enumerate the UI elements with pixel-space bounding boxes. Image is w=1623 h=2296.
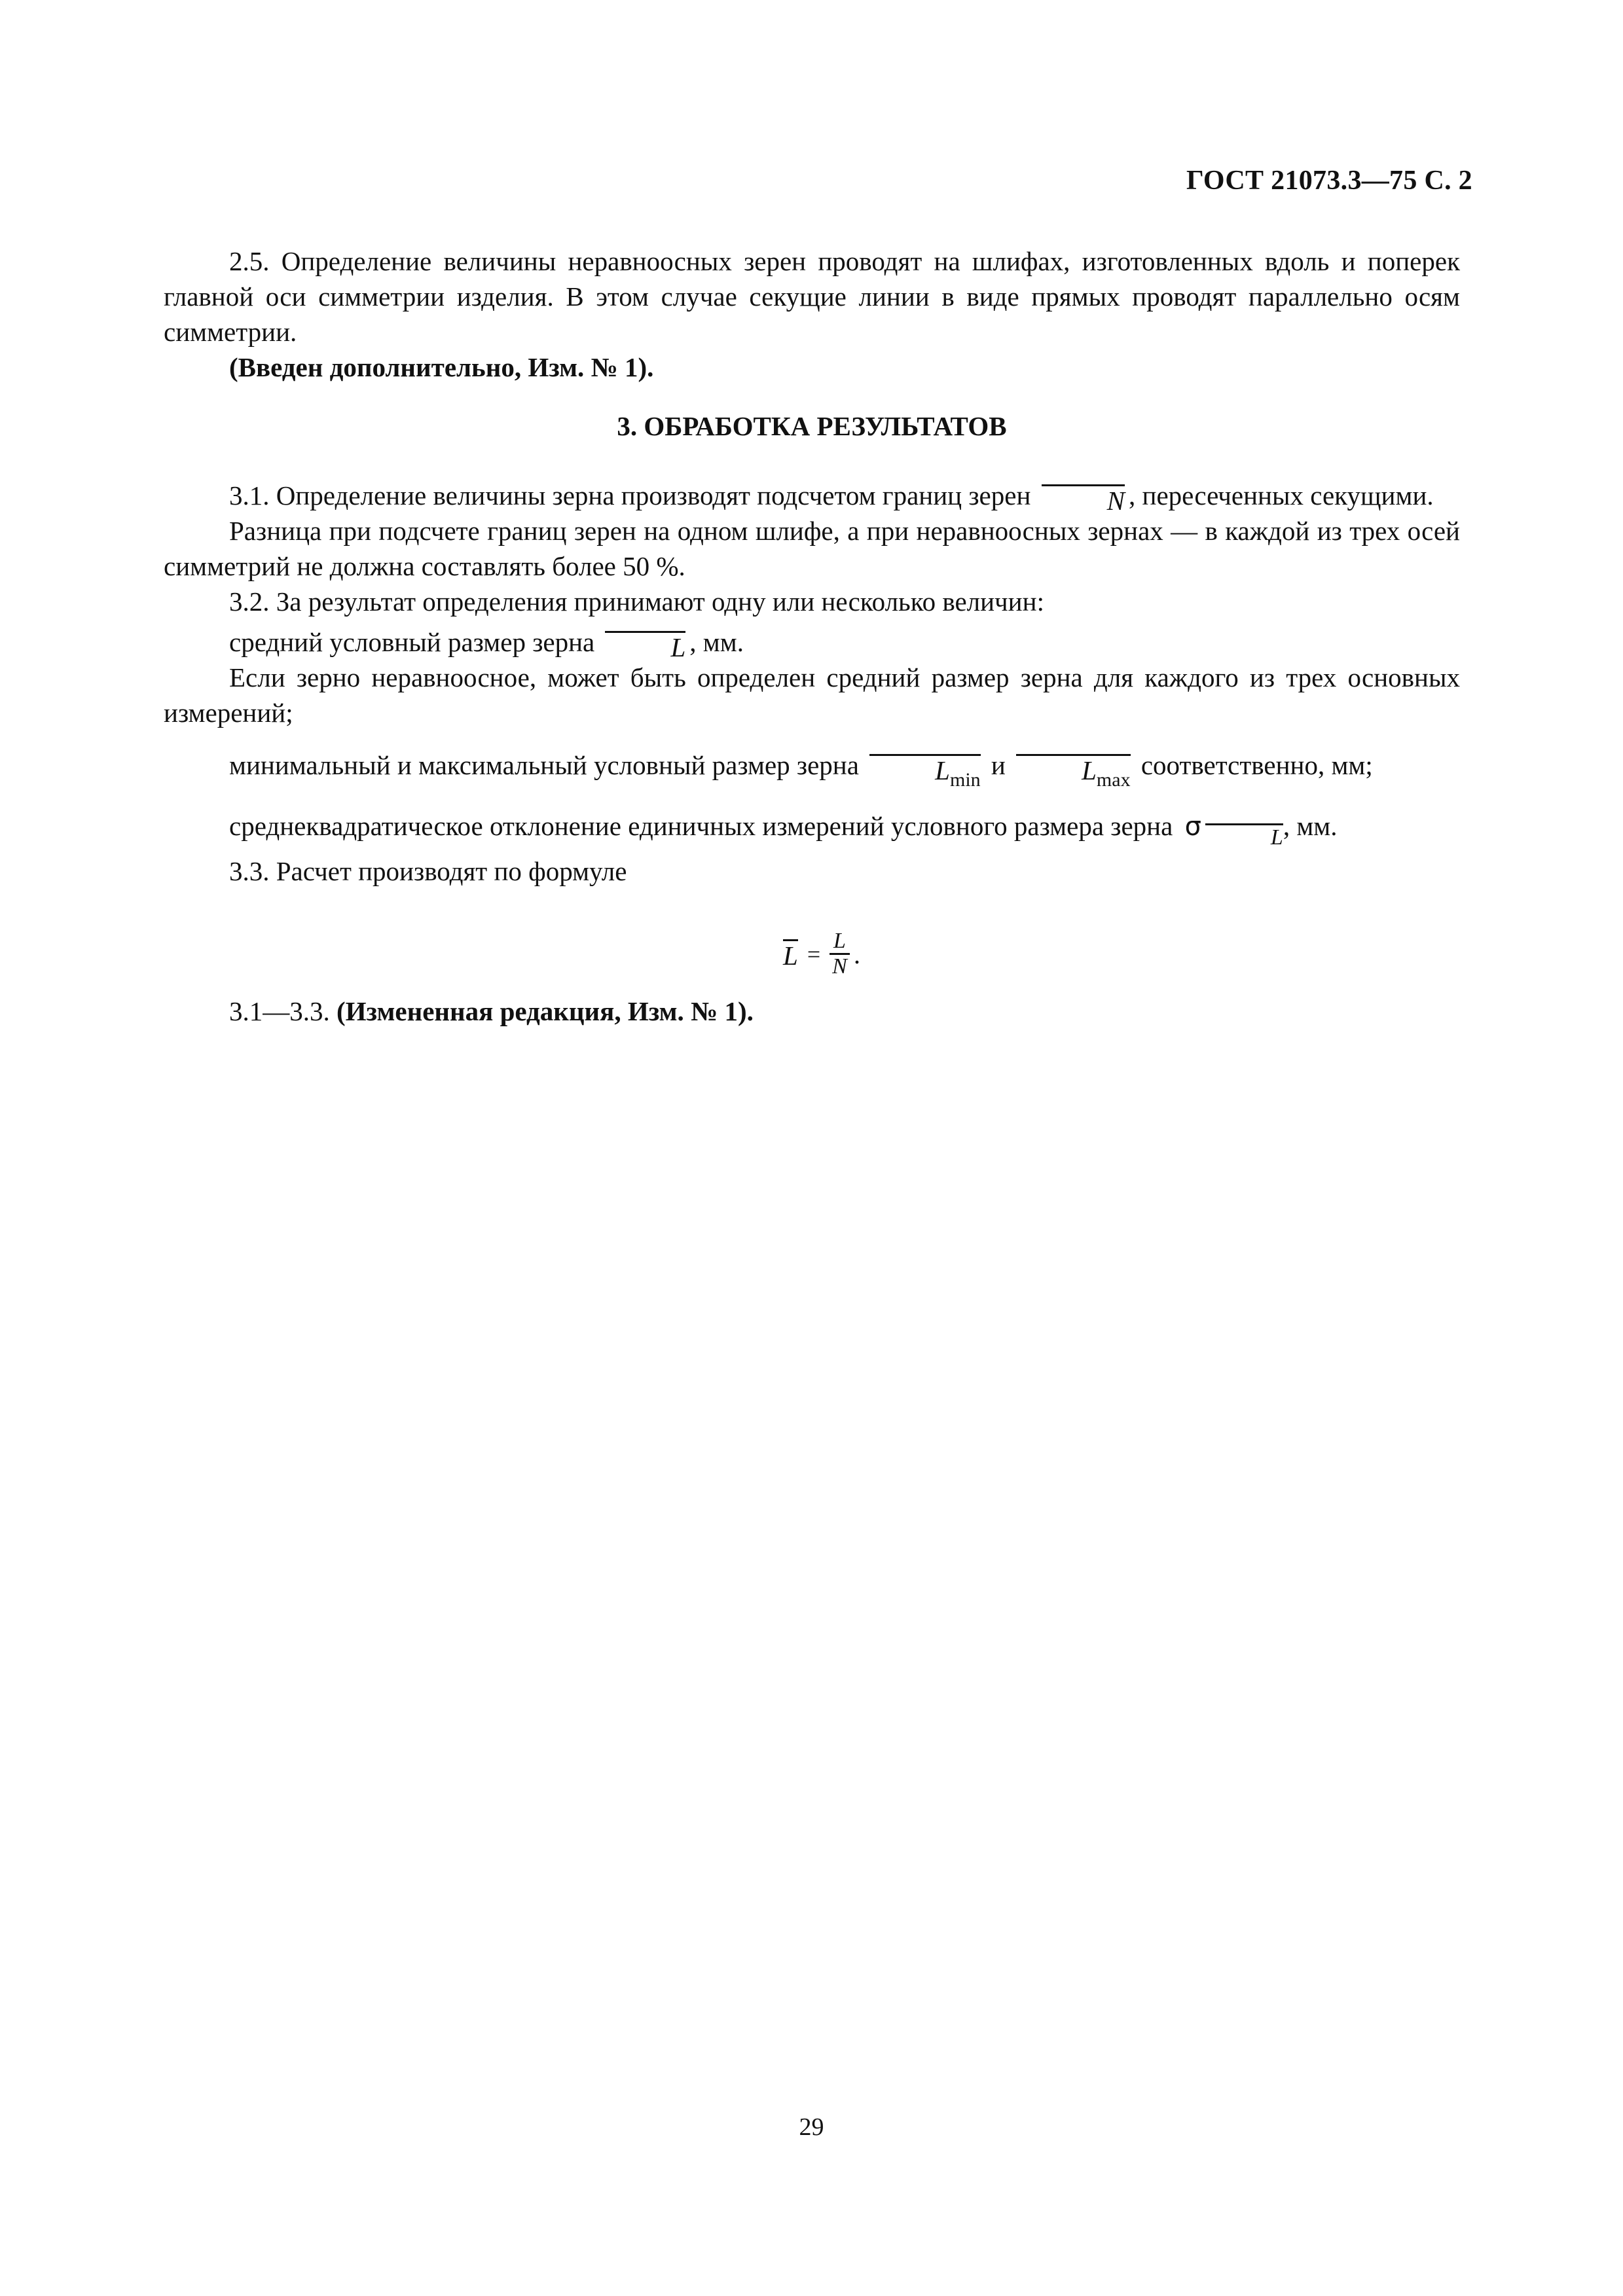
amendment-text: (Измененная редакция, Изм. № 1). <box>337 996 754 1026</box>
clause-2-5-text: 2.5. Определение величины неравноосных зерен проводят на шлифах, изготовленных вдоль и поперек главной оси симметрии изделия. В этом случае секущие линии в виде прямых проводят параллельно осям симметрии. <box>164 246 1460 347</box>
clause-3-1-text-after: , пересеченных секущими. <box>1129 480 1434 511</box>
formula-lhs: L <box>783 940 798 971</box>
symbol-l-max <box>1016 754 1130 790</box>
section-title: 3. ОБРАБОТКА РЕЗУЛЬТАТОВ <box>617 411 1007 441</box>
formula-fraction <box>830 929 850 978</box>
formula-numerator: L <box>833 929 846 953</box>
minmax-line <box>164 747 1460 791</box>
formula-end: . <box>853 939 861 969</box>
page-number: 29 <box>799 2113 824 2141</box>
symbol-l-bar: L <box>605 631 685 661</box>
minmax-and: и <box>991 750 1006 780</box>
clause-3-1 <box>164 478 1460 516</box>
sigma-subscript: L <box>1205 823 1283 849</box>
difference-paragraph: Разница при подсчете границ зерен на одном шлифе, а при неравноосных зернах — в каждой из трех осей симметрий не должна составлять более 50 %. <box>164 516 1460 581</box>
clause-2-5-amendment: (Введен дополнительно, Изм. № 1). <box>229 352 654 382</box>
document-header: ГОСТ 21073.3—75 С. 2 <box>1186 166 1472 196</box>
section-3-body <box>164 478 1460 889</box>
stddev-text: среднеквадратическое отклонение единичных измерений условного размера зерна <box>229 811 1173 841</box>
minmax-text: минимальный и максимальный условный размер зерна <box>229 750 859 780</box>
symbol-n-bar: N <box>1042 484 1125 514</box>
clause-2-5 <box>164 243 1460 385</box>
amendment-3-1-3-3 <box>164 994 1460 1029</box>
formula <box>779 929 860 978</box>
clause-3-2: 3.2. За результат определения принимают одну или несколько величин: <box>229 586 1044 617</box>
stddev-unit: , мм. <box>1283 811 1338 841</box>
amendment-line <box>164 994 1460 1029</box>
symbol-l-min-base: L <box>935 755 950 785</box>
nonequiaxed-paragraph: Если зерно неравноосное, может быть определен средний размер зерна для каждого из трех основных измерений; <box>164 662 1460 728</box>
symbol-l-max-base: L <box>1082 755 1097 785</box>
avg-grain-text: средний условный размер зерна <box>229 627 595 657</box>
sigma-symbol: σ <box>1184 812 1201 842</box>
amendment-prefix: 3.1—3.3. <box>229 996 330 1026</box>
formula-equals: = <box>807 941 821 967</box>
symbol-l-min <box>869 754 980 790</box>
avg-grain-size-line <box>164 624 1460 660</box>
symbol-l-min-sub: min <box>949 769 981 791</box>
clause-3-3: 3.3. Расчет производят по формуле <box>229 856 627 886</box>
minmax-after: соответственно, мм; <box>1140 750 1373 780</box>
stddev-line <box>164 808 1460 850</box>
clause-3-1-text-before: 3.1. Определение величины зерна производят подсчетом границ зерен <box>229 480 1031 511</box>
symbol-l-max-sub: max <box>1096 769 1131 791</box>
avg-grain-unit: , мм. <box>689 627 744 657</box>
formula-denominator: N <box>830 953 850 978</box>
